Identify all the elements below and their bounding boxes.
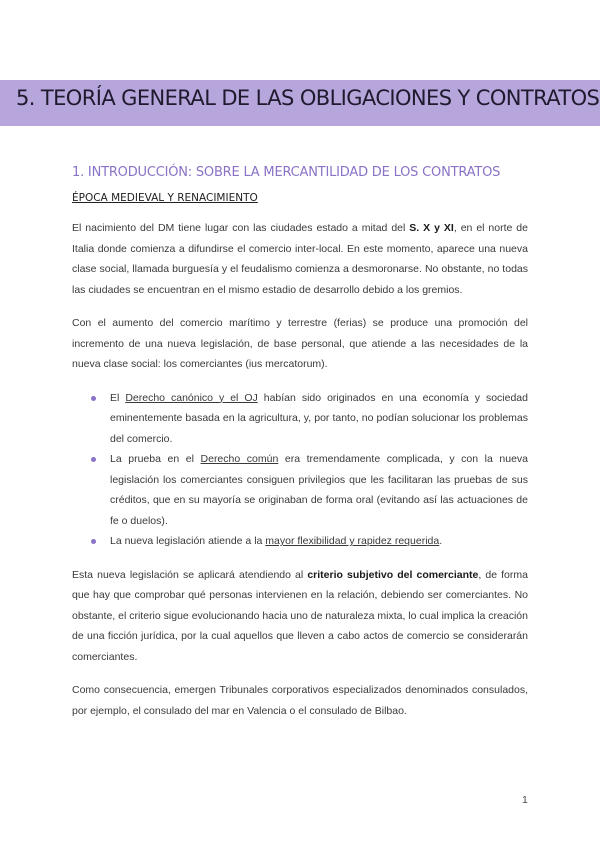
bullet-list — [72, 388, 528, 552]
bullet-text: El — [110, 391, 126, 404]
bullet-dot-icon — [91, 396, 96, 401]
bullet-text: . — [439, 535, 443, 547]
document-body — [72, 163, 528, 734]
section-heading: 1. INTRODUCCIÓN: SOBRE LA MERCANTILIDAD DE LOS CONTRATOS — [72, 165, 501, 180]
bullet-underlined-text: Derecho común — [200, 453, 279, 465]
paragraph-3-emphasis: criterio subjetivo del comerciante — [307, 568, 479, 581]
bullet-underlined-text: Derecho canónico y el OJ — [125, 391, 258, 404]
bullet-text: La prueba en el — [110, 453, 201, 465]
paragraph-1-emphasis: S. X y XI — [409, 222, 454, 234]
list-item — [72, 449, 528, 531]
paragraph-3-text-a: Esta nueva legislación se aplicará atendiendo al — [72, 568, 308, 581]
chapter-title-band — [0, 80, 600, 126]
bullet-text: era tremendamente complicada, y con la nueva legislación los comerciantes consiguen privilegios que les facilitaran las pruebas de sus créditos, que en su mayoría se originaban de forma oral (evitando así las actuaciones de fe o duelos). — [110, 453, 528, 527]
paragraph-2: Con el aumento del comercio marítimo y terrestre (ferias) se produce una promoción del incremento de una nueva legislación, de base personal, que atiende a las necesidades de la nueva clase social: los comerciantes (ius mercatorum). — [72, 317, 528, 370]
bullet-dot-icon — [91, 539, 96, 544]
paragraph-1-text-b: , en el norte de Italia donde comienza a difundirse el comercio inter-local. En este momento, aparece una nueva clase social, llamada burguesía y el feudalismo comienza a desmoronarse. No obstante, no todas las ciudades se encuentran en el mismo estadio de desarrollo debido a los gremios. — [72, 222, 528, 296]
paragraph-4: Como consecuencia, emergen Tribunales corporativos especializados denominados consulados, por ejemplo, el consulado del mar en Valencia o el consulado de Bilbao. — [72, 684, 528, 717]
bullet-text: habían sido originados en una economía y sociedad eminentemente basada en la agricultura, y, por tanto, no podían solucionar los problemas del comercio. — [110, 391, 528, 445]
paragraph-3 — [72, 565, 528, 668]
subsection-heading: ÉPOCA MEDIEVAL Y RENACIMIENTO — [72, 192, 258, 204]
page-number: 1 — [522, 794, 528, 806]
bullet-underlined-text: mayor flexibilidad y rapidez requerida — [265, 535, 440, 547]
chapter-title: 5. TEORÍA GENERAL DE LAS OBLIGACIONES Y CONTRATOS — [16, 86, 600, 110]
list-item — [72, 388, 528, 450]
paragraph-3-text-b: , de forma que hay que comprobar qué personas intervienen en la relación, debiendo ser comerciantes. No obstante, el criterio sigue evolucionando hacia uno de naturaleza mixta, lo cual implica la creación de una ficción jurídica, por la cual aquellos que lleven a cabo actos de comercio se considerarán comerciantes. — [72, 568, 528, 663]
paragraph-1 — [72, 218, 528, 300]
bullet-text: La nueva legislación atiende a la — [110, 535, 266, 547]
bullet-dot-icon — [91, 457, 96, 462]
list-item — [72, 531, 528, 552]
paragraph-1-text-a: El nacimiento del DM tiene lugar con las ciudades estado a mitad del — [72, 222, 410, 234]
